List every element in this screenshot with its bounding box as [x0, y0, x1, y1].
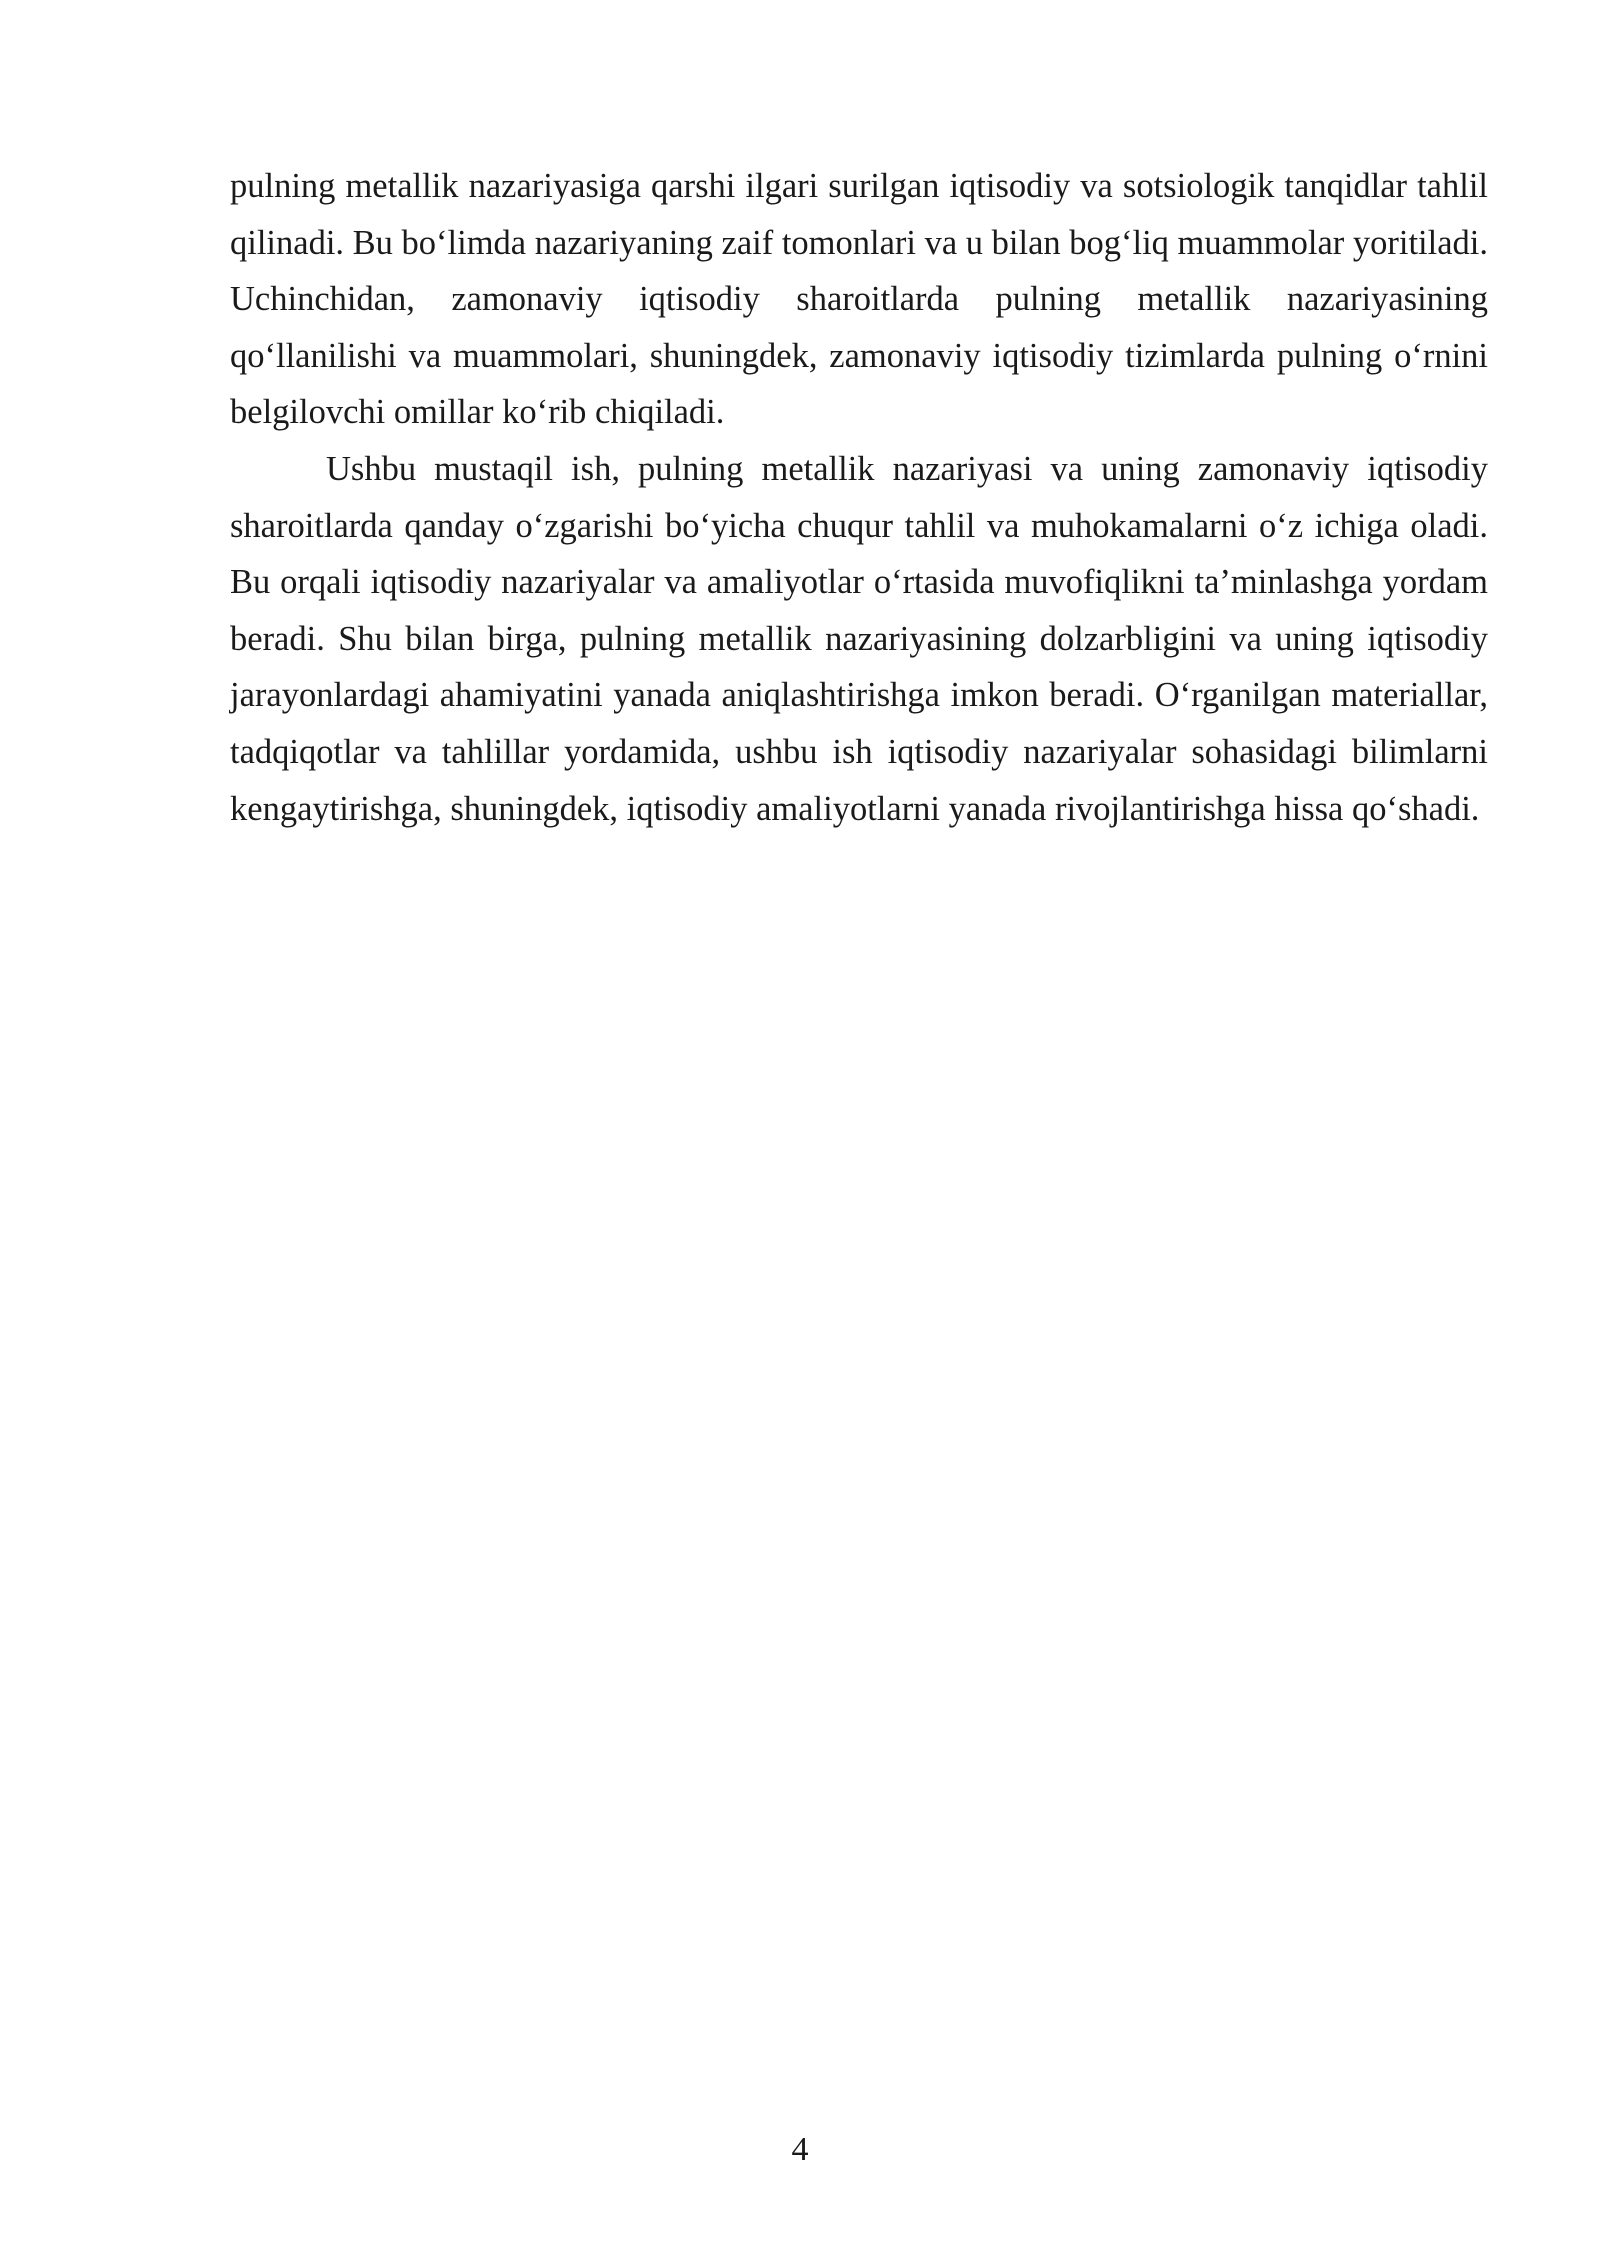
paragraph-continuation: pulning metallik nazariyasiga qarshi ilgari surilgan iqtisodiy va sotsiologik tanqidlar tahlil qilinadi. Bu bo‘limda nazariyaning zaif tomonlari va u bilan bog‘liq muammolar yoritiladi. Uchinchidan, zamonaviy iqtisodiy sharoitlarda pulning metallik nazariyasining qo‘llanilishi va muammolari, shuningdek, zamonaviy iqtisodiy tizimlarda pulning o‘rnini belgilovchi omillar ko‘rib chiqiladi.: [230, 167, 1488, 432]
paragraph: Ushbu mustaqil ish, pulning metallik nazariyasi va uning zamonaviy iqtisodiy sharoitlarda qanday o‘zgarishi bo‘yicha chuqur tahlil va muhokamalarni o‘z ichiga oladi. Bu orqali iqtisodiy nazariyalar va amaliyotlar o‘rtasida muvofiqlikni ta’minlashga yordam beradi. Shu bilan birga, pulning metallik nazariyasining dolzarbligini va uning iqtisodiy jarayonlardagi ahamiyatini yanada aniqlashtirishga imkon beradi. O‘rganilgan materiallar, tadqiqotlar va tahlillar yordamida, ushbu ish iqtisodiy nazariyalar sohasidagi bilimlarni kengaytirishga, shuningdek, iqtisodiy amaliyotlarni yanada rivojlantirishga hissa qo‘shadi.: [230, 449, 1488, 828]
body-text: [230, 158, 1488, 837]
page-number: 4: [791, 2131, 809, 2168]
